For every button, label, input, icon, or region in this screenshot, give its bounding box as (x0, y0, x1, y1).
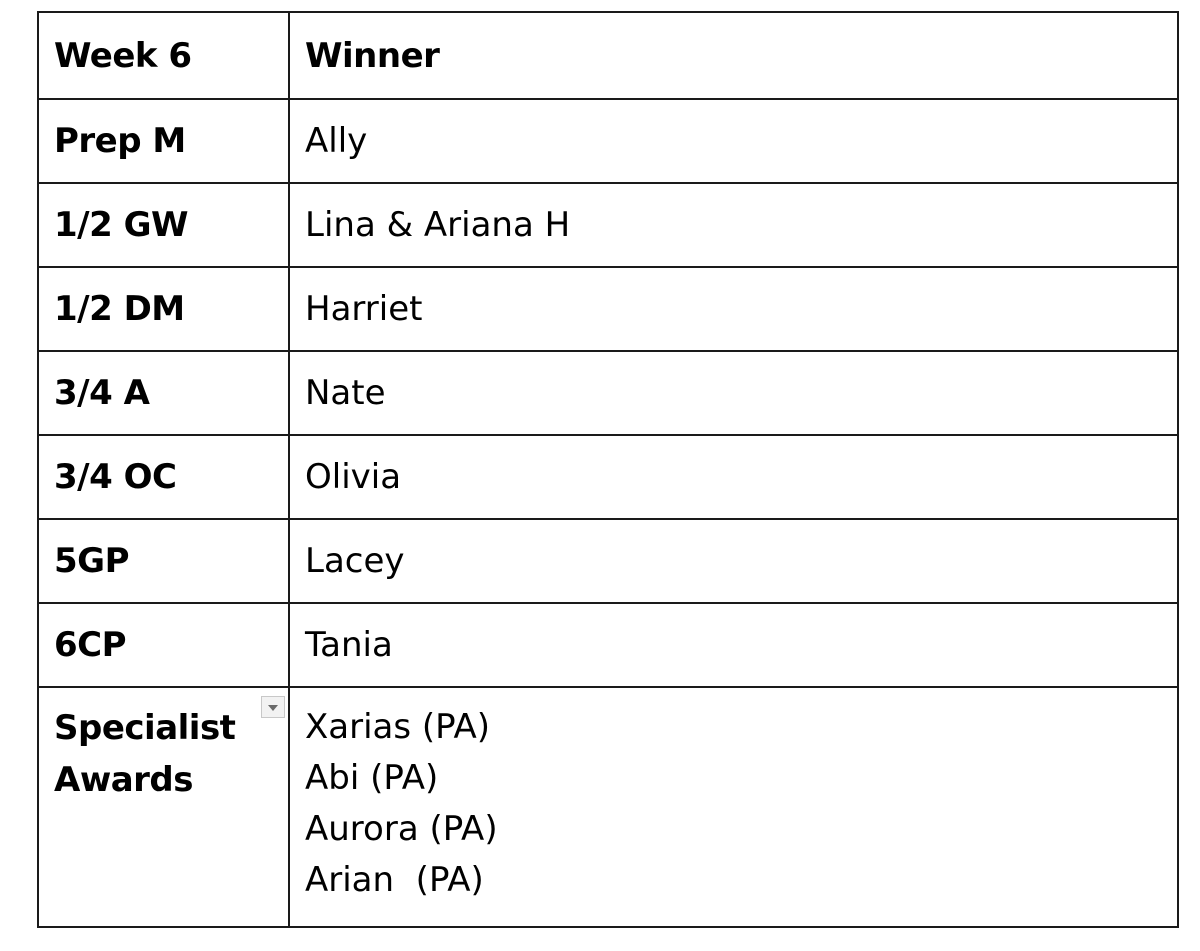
specialist-winner: Abi (PA) (305, 758, 439, 798)
winner-cell: Olivia (289, 435, 1178, 519)
winner-cell: Nate (289, 351, 1178, 435)
table-header-row (38, 12, 1178, 99)
winner-cell: Harriet (289, 267, 1178, 351)
class-cell: 1/2 GW (38, 183, 289, 267)
table-row (38, 99, 1178, 183)
table-row (38, 351, 1178, 435)
winner-cell: Lina & Ariana H (289, 183, 1178, 267)
class-cell: 3/4 A (38, 351, 289, 435)
specialist-label-line1: Specialist (54, 708, 236, 748)
header-week-cell: Week 6 (38, 12, 289, 99)
class-cell: Prep M (38, 99, 289, 183)
class-cell: 3/4 OC (38, 435, 289, 519)
class-cell: 6CP (38, 603, 289, 687)
table-row (38, 183, 1178, 267)
specialist-winner: Arian (PA) (305, 860, 484, 900)
table-row (38, 519, 1178, 603)
specialist-winner: Xarias (PA) (305, 707, 491, 747)
specialist-awards-row (38, 687, 1178, 927)
table-row (38, 603, 1178, 687)
specialist-winner: Aurora (PA) (305, 809, 498, 849)
specialist-label-line2: Awards (54, 760, 194, 800)
specialist-class-cell (38, 687, 289, 927)
awards-table (37, 11, 1179, 928)
winner-cell: Ally (289, 99, 1178, 183)
table-row (38, 267, 1178, 351)
winner-cell: Tania (289, 603, 1178, 687)
class-cell: 5GP (38, 519, 289, 603)
specialist-winners-cell (289, 687, 1178, 927)
class-cell: 1/2 DM (38, 267, 289, 351)
chevron-down-icon (268, 705, 278, 711)
cell-dropdown-button[interactable] (261, 696, 285, 718)
winner-cell: Lacey (289, 519, 1178, 603)
header-winner-cell: Winner (289, 12, 1178, 99)
table-row (38, 435, 1178, 519)
